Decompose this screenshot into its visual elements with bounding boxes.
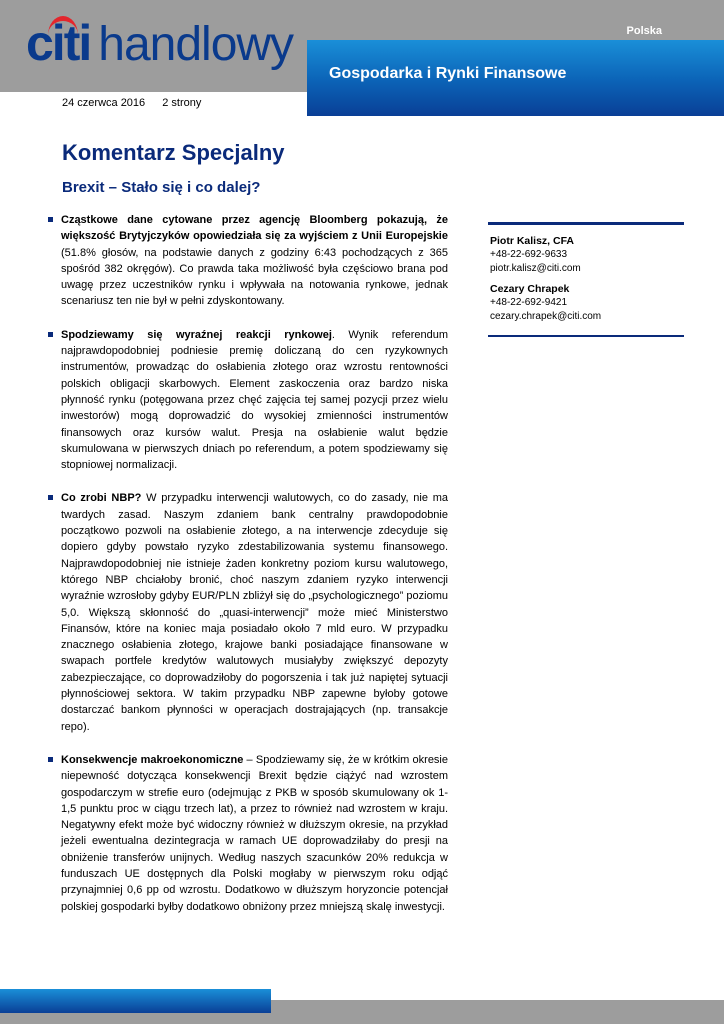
country-label: Polska — [626, 25, 662, 37]
author-block — [488, 282, 684, 324]
bullet-square-icon — [48, 757, 53, 762]
document-meta — [62, 97, 201, 109]
bullet-text: . Wynik referendum najprawdopodobniej podniesie premię doliczaną do cen ryzykownych instrumentów, prowadząc do osłabienia złotego oraz wzrostu rentowności polskich obligacji skarbowych. Element zaskoczenia oraz bardzo niska płynność rynku (potęgowana przez chęć zajęcia tej samej pozycji przez wielu inwestorów) mogą doprowadzić do wysokiej zmienności instrumentów finansowych oraz kursów walut. Presja na osłabienie walut będzie skumulowana w pierwszych dniach po referendum, a potem spodziewamy się stopniowej normalizacji. — [61, 328, 448, 472]
author-email[interactable]: cezary.chrapek@citi.com — [490, 311, 602, 322]
sidebar-bottom-rule — [488, 335, 684, 337]
bullet-square-icon — [48, 217, 53, 222]
document-subtitle: Brexit – Stało się i co dalej? — [62, 179, 261, 196]
bullet-lead: Spodziewamy się wyraźnej reakcji rynkowej — [61, 328, 332, 341]
bullet-paragraph — [48, 327, 448, 474]
author-phone: +48-22-692-9633 — [490, 249, 568, 260]
authors-sidebar — [488, 222, 684, 337]
banner-title: Gospodarka i Rynki Finansowe — [329, 65, 567, 82]
bullet-square-icon — [48, 332, 53, 337]
bullet-square-icon — [48, 495, 53, 500]
page-count: 2 strony — [162, 97, 202, 109]
logo-citi-wordmark: citi — [26, 15, 91, 71]
bullet-lead: Cząstkowe dane cytowane przez agencję Bloomberg pokazują, że większość Brytyjczyków opowiedziała się za wyjściem z Unii Europejskie — [61, 214, 448, 243]
bullet-paragraph — [48, 212, 448, 310]
bullet-lead: Co zrobi NBP? — [61, 492, 142, 505]
footer-blue-band — [0, 989, 271, 1013]
bullet-text: (51.8% głosów, na podstawie danych z godziny 6:43 pochodzących z 365 spośród 382 okręgów). Co prawda taka możliwość była częściowo brana pod uwagę przez uczestników rynku i wpływała na notowania rynkowe, jednak scenariusz ten nie był w pełni zdyskontowany. — [61, 246, 448, 308]
logo-arc-icon — [48, 16, 78, 35]
author-block — [488, 234, 684, 276]
bullet-paragraph — [48, 490, 448, 734]
document-title: Komentarz Specjalny — [62, 140, 285, 165]
main-content — [48, 212, 448, 932]
bullet-text: W przypadku interwencji walutowych, co do zasady, nie ma twardych zasad. Naszym zdaniem bank centralny prawdopodobnie początkowo pozwoli na osłabienie złotego, a na interwencje zdecyduje się dopiero gdyby powstało ryzyko zdestabilizowania systemu finansowego. Najprawdopodobniej nie istnieje żaden konkretny poziom kursu walutowego, którego NBP chciałoby bronić, choć naszym zdaniem ryzyko interwencji wyraźnie wzrosłoby gdyby EUR/PLN zbliżył się do „psychologicznego” poziomu 5,0. Większą skłonność do „quasi-interwencji” może mieć Ministerstwo Finansów, które na koniec maja posiadało około 7 mld euro. W przypadku znacznego osłabienia złotego, krajowe banki posiadające finansowane w swapach portfele kredytów walutowych musiałyby zwiększyć depozyty zabezpieczające, co doprowadziłoby do pogorszenia i tak już napiętej sytuacji płynnościowej sektora. W takim przypadku NBP zapewne byłoby gotowe dostarczać bankom płynności w operacjach dostrajających (np. transakcje repo). — [61, 492, 448, 733]
author-email[interactable]: piotr.kalisz@citi.com — [490, 263, 581, 274]
author-name: Piotr Kalisz, CFA — [490, 235, 575, 247]
author-name: Cezary Chrapek — [490, 283, 570, 295]
bullet-lead: Konsekwencje makroekonomiczne — [61, 753, 244, 766]
section-banner — [307, 40, 724, 116]
sidebar-top-rule — [488, 222, 684, 225]
author-phone: +48-22-692-9421 — [490, 297, 568, 308]
publication-date: 24 czerwca 2016 — [62, 97, 146, 109]
bullet-text: – Spodziewamy się, że w krótkim okresie niepewność dotycząca konsekwencji Brexit będzie ciążyć nad wzrostem gospodarczym w strefie euro (odejmując z PKB w sposób skumulowany ok 1-1,5 punktu proc w ciągu trzech lat), a przez to również nad wzrostem w kraju. Negatywny efekt może być widoczny również w dłuższym okresie, na przykład jeżeli ewentualna dezintegracja w ramach UE doprowadziłaby do presji na obniżenie transferów unijnych. Według naszych szacunków 20% redukcja w funduszach UE dostępnych dla Polski mogłaby w pierwszym roku odjąć przynajmniej 0,6 pp od wzrostu. Dodatkowo w dłuższym horyzoncie potencjał polskiej gospodarki byłby dodatkowo obniżony przez mniejszą skalę inwestycji. — [61, 753, 448, 913]
bullet-paragraph — [48, 752, 448, 915]
citi-handlowy-logo — [26, 14, 293, 74]
logo-handlowy-wordmark: handlowy — [98, 18, 294, 71]
